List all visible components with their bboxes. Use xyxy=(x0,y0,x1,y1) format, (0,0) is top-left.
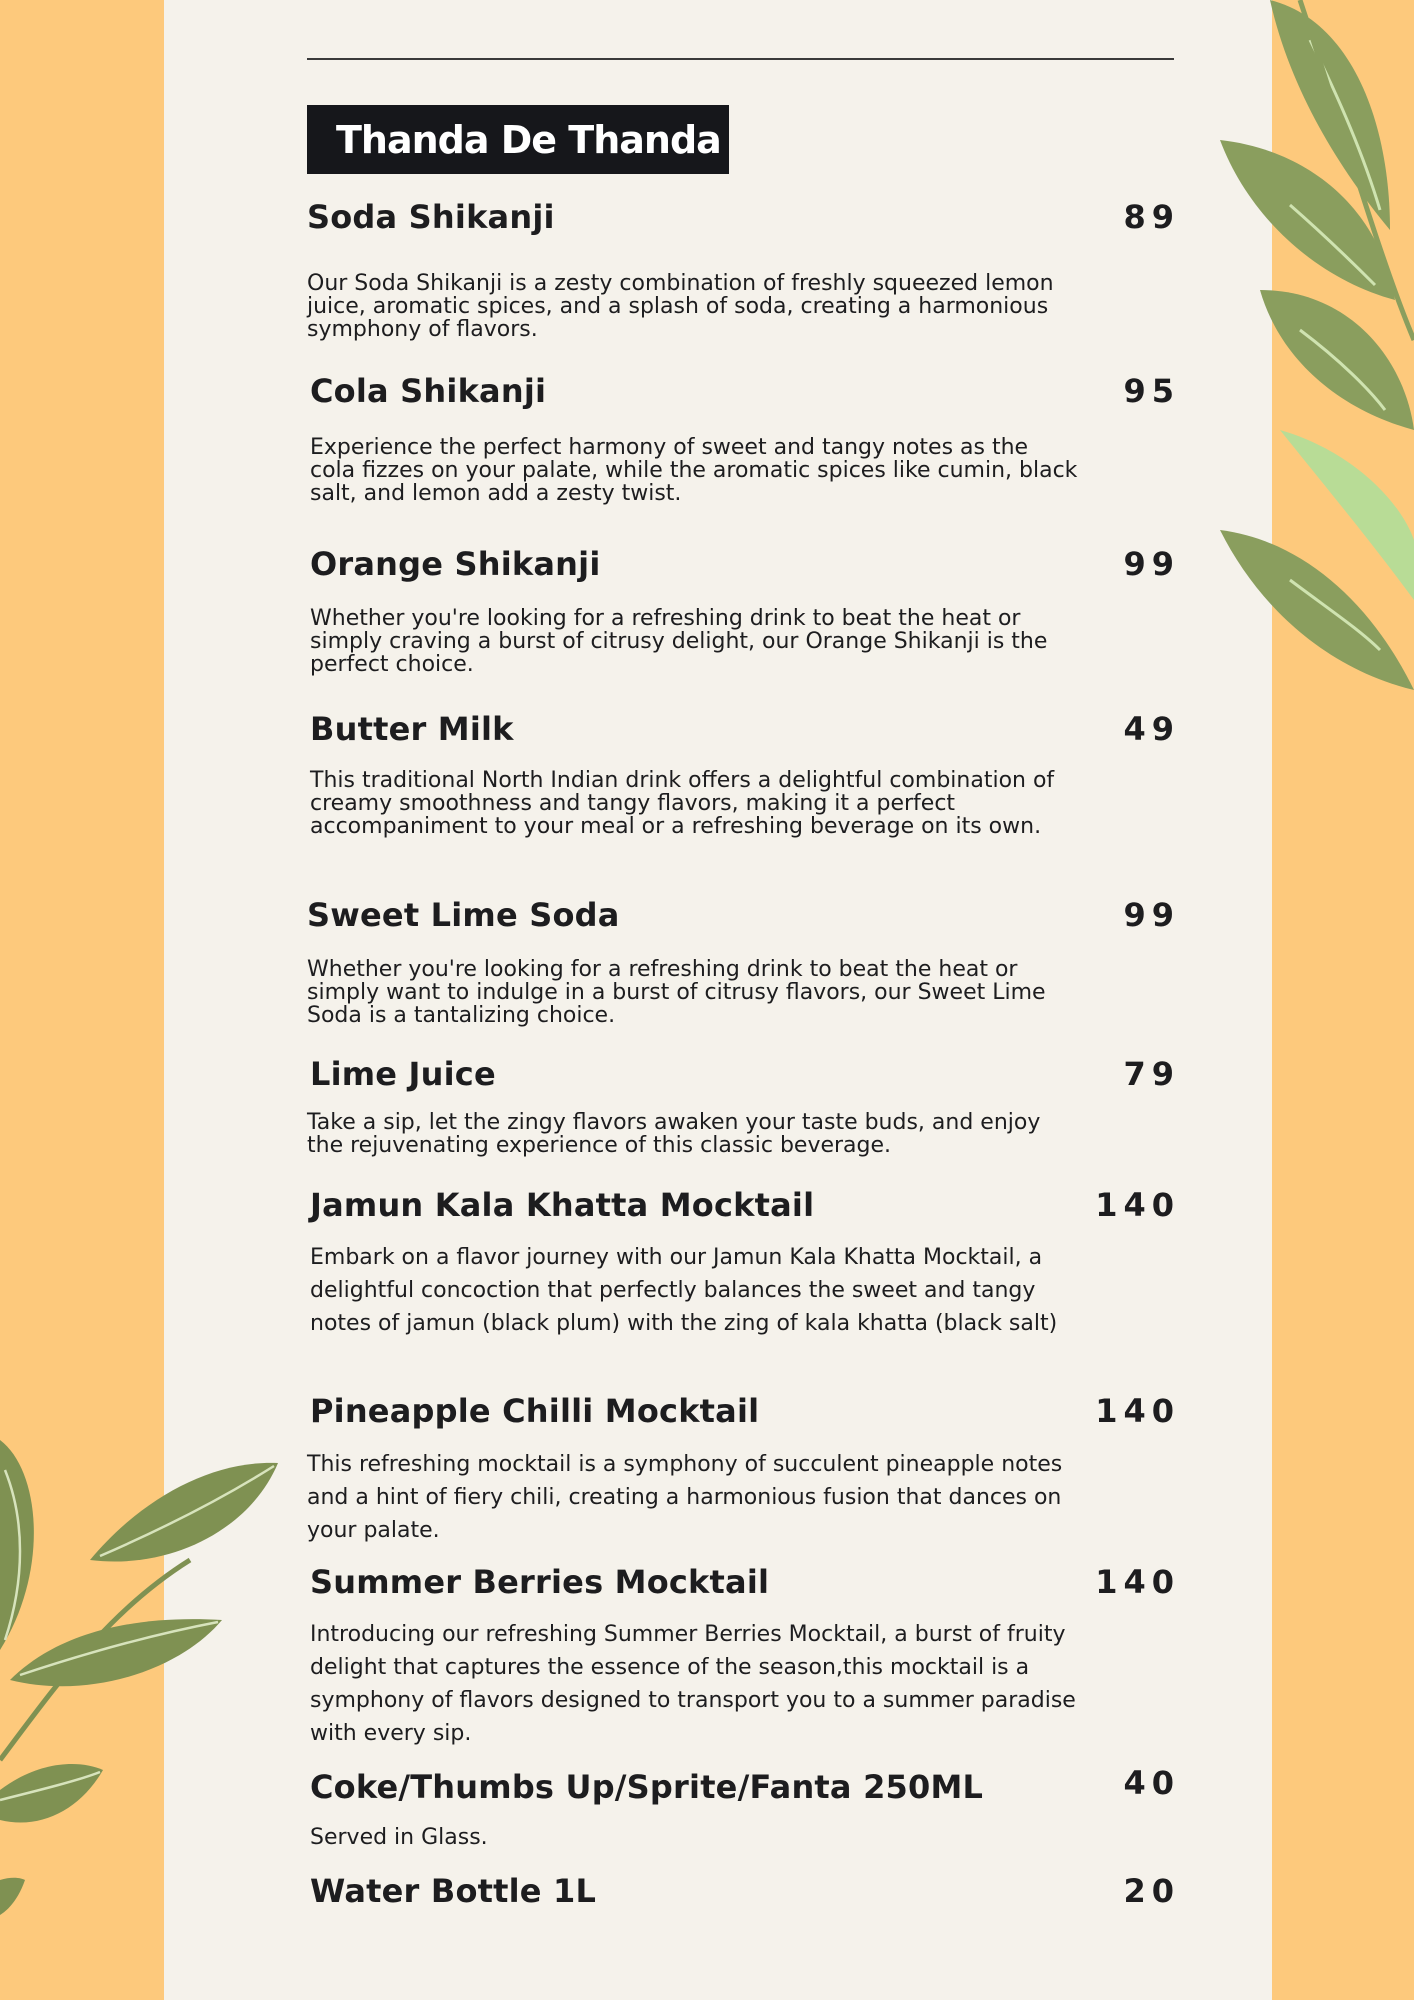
top-divider xyxy=(307,58,1174,60)
item-price: 20 xyxy=(1123,1872,1180,1910)
item-description: Whether you're looking for a refreshing drink to beat the heat or simply craving a burst of citrusy delight, our Orange Shikanji is the perfect choice. xyxy=(310,606,1048,677)
item-price: 140 xyxy=(1095,1392,1180,1430)
item-description: Served in Glass. xyxy=(310,1825,488,1850)
item-name: Water Bottle 1L xyxy=(310,1872,597,1910)
item-price: 140 xyxy=(1095,1186,1180,1224)
item-name: Cola Shikanji xyxy=(310,372,547,410)
item-description: Whether you're looking for a refreshing drink to beat the heat or simply want to indulge in a burst of citrusy flavors, our Sweet Lime Soda is a tantalizing choice. xyxy=(307,957,1046,1028)
item-name: Jamun Kala Khatta Mocktail xyxy=(310,1186,815,1224)
item-description: Our Soda Shikanji is a zesty combination of freshly squeezed lemon juice, aromatic spices, and a splash of soda, creating a harmonious symphony of flavors. xyxy=(307,271,1054,342)
item-price: 99 xyxy=(1123,896,1180,934)
item-description: This refreshing mocktail is a symphony of succulent pineapple notes and a hint of fiery chili, creating a harmonious fusion that dances on your palate. xyxy=(307,1452,1063,1543)
item-name: Lime Juice xyxy=(310,1055,496,1093)
item-description: Embark on a flavor journey with our Jamun Kala Khatta Mocktail, a delightful concoction that perfectly balances the sweet and tangy notes of jamun (black plum) with the zing of kala khatta (black salt) xyxy=(310,1245,1058,1336)
item-name: Soda Shikanji xyxy=(307,198,555,236)
section-title-text: Thanda De Thanda xyxy=(336,117,721,162)
item-name: Pineapple Chilli Mocktail xyxy=(310,1392,760,1430)
item-name: Sweet Lime Soda xyxy=(307,896,620,934)
item-name: Summer Berries Mocktail xyxy=(310,1563,770,1601)
item-price: 40 xyxy=(1123,1764,1180,1802)
item-price: 89 xyxy=(1123,198,1180,236)
item-price: 79 xyxy=(1123,1055,1180,1093)
item-price: 49 xyxy=(1123,710,1180,748)
item-name: Orange Shikanji xyxy=(310,545,601,583)
item-price: 95 xyxy=(1123,372,1180,410)
item-name: Butter Milk xyxy=(310,710,514,748)
item-name: Coke/Thumbs Up/Sprite/Fanta 250ML xyxy=(310,1768,984,1806)
item-description: This traditional North Indian drink offers a delightful combination of creamy smoothness and tangy flavors, making it a perfect accompaniment to your meal or a refreshing beverage on its own. xyxy=(310,768,1055,839)
item-price: 99 xyxy=(1123,545,1180,583)
item-description: Experience the perfect harmony of sweet and tangy notes as the cola fizzes on your palate, while the aromatic spices like cumin, black salt, and lemon add a zesty twist. xyxy=(310,435,1078,506)
item-price: 140 xyxy=(1095,1563,1180,1601)
section-title xyxy=(307,105,729,174)
item-description: Introducing our refreshing Summer Berries Mocktail, a burst of fruity delight that captures the essence of the season,this mocktail is a symphony of flavors designed to transport you to a summer paradise with every sip. xyxy=(310,1622,1076,1746)
item-description: Take a sip, let the zingy flavors awaken your taste buds, and enjoy the rejuvenating experience of this classic beverage. xyxy=(307,1110,1041,1158)
